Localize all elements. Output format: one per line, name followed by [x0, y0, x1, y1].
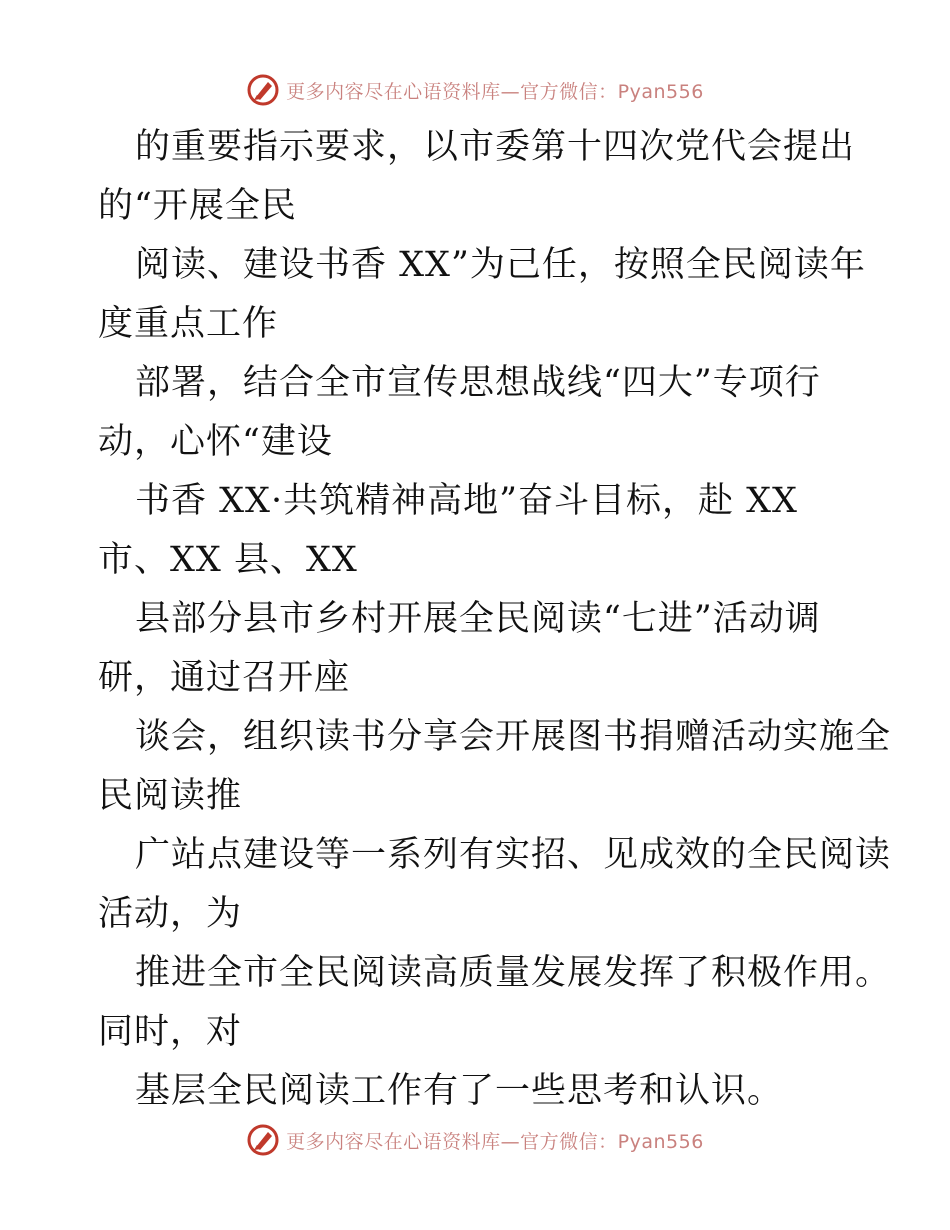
- document-body: [98, 118, 892, 1121]
- text-line: 县部分县市乡村开展全民阅读“七进”活动调: [135, 599, 821, 639]
- text-line: 阅读、建设书香 XX”为己任，按照全民阅读年: [135, 245, 866, 285]
- text-line: 市、XX 县、XX: [98, 540, 358, 580]
- text-line: 同时，对: [98, 1012, 243, 1052]
- text-line: 研，通过召开座: [98, 658, 351, 698]
- text-line: 部署，结合全市宣传思想战线“四大”专项行: [135, 363, 821, 403]
- text-line: 推进全市全民阅读高质量发展发挥了积极作用。: [135, 953, 892, 993]
- watermark-text: 更多内容尽在心语资料库—官方微信：Pyan556: [286, 80, 704, 103]
- text-line: 民阅读推: [98, 776, 243, 816]
- footer-watermark: [0, 1120, 950, 1160]
- text-line: 的重要指示要求，以市委第十四次党代会提出: [135, 127, 856, 167]
- text-line: 动，心怀“建设: [98, 422, 333, 462]
- pen-nib-logo-icon: [246, 1123, 280, 1157]
- text-line: 书香 XX·共筑精神高地”奋斗目标，赴 XX: [135, 481, 798, 521]
- text-line: 基层全民阅读工作有了一些思考和认识。: [135, 1071, 784, 1111]
- header-watermark: [0, 70, 950, 110]
- text-line: 的“开展全民: [98, 186, 297, 226]
- watermark-text: 更多内容尽在心语资料库—官方微信：Pyan556: [286, 1130, 704, 1153]
- pen-nib-logo-icon: [246, 73, 280, 107]
- text-line: 广站点建设等一系列有实招、见成效的全民阅读: [135, 835, 892, 875]
- text-line: 活动，为: [98, 894, 243, 934]
- text-line: 度重点工作: [98, 304, 279, 344]
- text-line: 谈会，组织读书分享会开展图书捐赠活动实施全: [135, 717, 892, 757]
